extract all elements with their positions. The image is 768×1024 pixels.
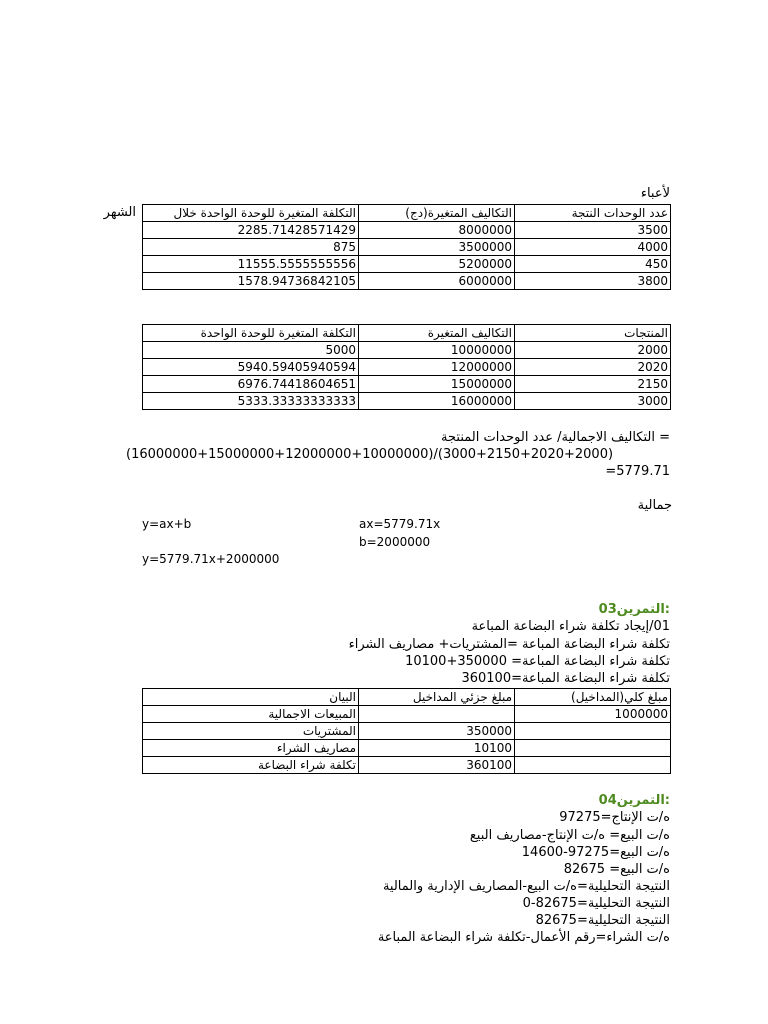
cell-statement: مصاريف الشراء (143, 740, 359, 757)
cell-variable-cost: 10000000 (359, 342, 515, 359)
table-row (143, 757, 671, 774)
cell-unit-cost: 6976.74418604651 (143, 376, 359, 393)
table-row (143, 723, 671, 740)
cell-total-amount (515, 757, 671, 774)
exercise3-line-1: 01/إيجاد تكلفة شراء البضاعة المباعة (471, 619, 670, 634)
col-header-variable-costs: التكاليف المتغيرة(دج) (359, 205, 515, 222)
formula-line-3: 5779.71= (605, 464, 670, 479)
table-header-row (143, 325, 671, 342)
col-header-unit-cost: التكلفة المتغيرة للوحدة الواحدة خلال (143, 205, 359, 222)
purchase-cost-table (142, 688, 671, 774)
cell-products: 3000 (515, 393, 671, 410)
formula-line-1: = التكاليف الاجمالية/ عدد الوحدات المنتجة (441, 430, 670, 445)
col-header-partial-amount: مبلغ جزئي المداخيل (359, 689, 515, 706)
exercise3-line-3: تكلفة شراء البضاعة المباعة= 350000+10100 (405, 654, 670, 669)
exercise3-line-4: تكلفة شراء البضاعة المباعة=360100 (461, 671, 670, 686)
cell-unit-cost: 2285.71428571429 (143, 222, 359, 239)
table-row (143, 376, 671, 393)
col-header-products: المنتجات (515, 325, 671, 342)
cell-units: 4000 (515, 239, 671, 256)
cell-variable-cost: 5200000 (359, 256, 515, 273)
cell-partial-amount: 350000 (359, 723, 515, 740)
cell-unit-cost: 5333.33333333333 (143, 393, 359, 410)
table-row (143, 706, 671, 723)
cell-unit-cost: 1578.94736842105 (143, 273, 359, 290)
exercise4-line-1: ه/ت الإنتاج=97275 (559, 810, 670, 825)
exercise3-title-text: التمرين03 (598, 602, 665, 617)
exercise4-line-7: النتيجة التحليلية=82675 (535, 913, 670, 928)
exercise4-title-text: التمرين04 (598, 793, 665, 808)
exercise4-line-3: ه/ت البيع=97275-14600 (521, 845, 670, 860)
cell-unit-cost: 11555.5555555556 (143, 256, 359, 273)
cell-products: 2020 (515, 359, 671, 376)
cell-units: 3800 (515, 273, 671, 290)
table-row (143, 393, 671, 410)
equation-intercept: b=2000000 (359, 535, 431, 549)
cell-variable-cost: 3500000 (359, 239, 515, 256)
table-row (143, 359, 671, 376)
variable-cost-table-2 (142, 324, 671, 410)
cell-unit-cost: 5940.59405940594 (143, 359, 359, 376)
cell-unit-cost: 875 (143, 239, 359, 256)
table-header-row (143, 205, 671, 222)
exercise4-line-5: النتيجة التحليلية=ه/ت البيع-المصاريف الإدارية والمالية (382, 879, 670, 894)
exercise3-title: :التمرين03 (598, 602, 670, 617)
exercise4-line-2: ه/ت البيع= ه/ت الإنتاج-مصاريف البيع (469, 828, 670, 843)
cell-variable-cost: 15000000 (359, 376, 515, 393)
cell-statement: المشتريات (143, 723, 359, 740)
exercise4-line-6: النتيجة التحليلية=82675-0 (522, 896, 670, 911)
exercise3-line-2: تكلفة شراء البضاعة المباعة =المشتريات+ مصاريف الشراء (348, 637, 670, 652)
cell-products: 2150 (515, 376, 671, 393)
table-row (143, 256, 671, 273)
equation-general: y=ax+b (142, 517, 192, 531)
cell-statement: المبيعات الاجمالية (143, 706, 359, 723)
cell-variable-cost: 12000000 (359, 359, 515, 376)
cell-variable-cost: 16000000 (359, 393, 515, 410)
col-header-unit-cost: التكلفة المتغيرة للوحدة الواحدة (143, 325, 359, 342)
exercise4-line-4: ه/ت البيع= 82675 (563, 862, 670, 877)
variable-cost-table-1 (142, 204, 671, 290)
equation-final: y=5779.71x+2000000 (142, 552, 280, 566)
section1-side-label: الشهر (103, 205, 136, 220)
col-header-total-amount: مبلغ كلي(المداخيل) (515, 689, 671, 706)
table-row (143, 222, 671, 239)
table-header-row (143, 689, 671, 706)
col-header-statement: البيان (143, 689, 359, 706)
exercise4-line-8: ه/ت الشراء=رقم الأعمال-تكلفة شراء البضاعة المباعة (377, 930, 670, 945)
section1-heading: لأعباء (640, 186, 670, 201)
table-row (143, 239, 671, 256)
total-label: جمالية (637, 498, 672, 513)
table-row (143, 342, 671, 359)
cell-total-amount: 1000000 (515, 706, 671, 723)
col-header-units-produced: عدد الوحدات النتجة (515, 205, 671, 222)
cell-variable-cost: 8000000 (359, 222, 515, 239)
table-row (143, 273, 671, 290)
col-header-variable-costs: التكاليف المتغيرة (359, 325, 515, 342)
cell-partial-amount: 360100 (359, 757, 515, 774)
cell-partial-amount (359, 706, 515, 723)
cell-statement: تكلفة شراء البضاعة (143, 757, 359, 774)
formula-line-2: (16000000+15000000+12000000+10000000)/(3000+2150+2020+2000) (126, 447, 614, 462)
equation-slope: ax=5779.71x (359, 517, 441, 531)
cell-total-amount (515, 723, 671, 740)
cell-variable-cost: 6000000 (359, 273, 515, 290)
table-row (143, 740, 671, 757)
cell-products: 2000 (515, 342, 671, 359)
cell-partial-amount: 10100 (359, 740, 515, 757)
cell-total-amount (515, 740, 671, 757)
cell-units: 450 (515, 256, 671, 273)
cell-units: 3500 (515, 222, 671, 239)
cell-unit-cost: 5000 (143, 342, 359, 359)
exercise4-title: :التمرين04 (598, 793, 670, 808)
